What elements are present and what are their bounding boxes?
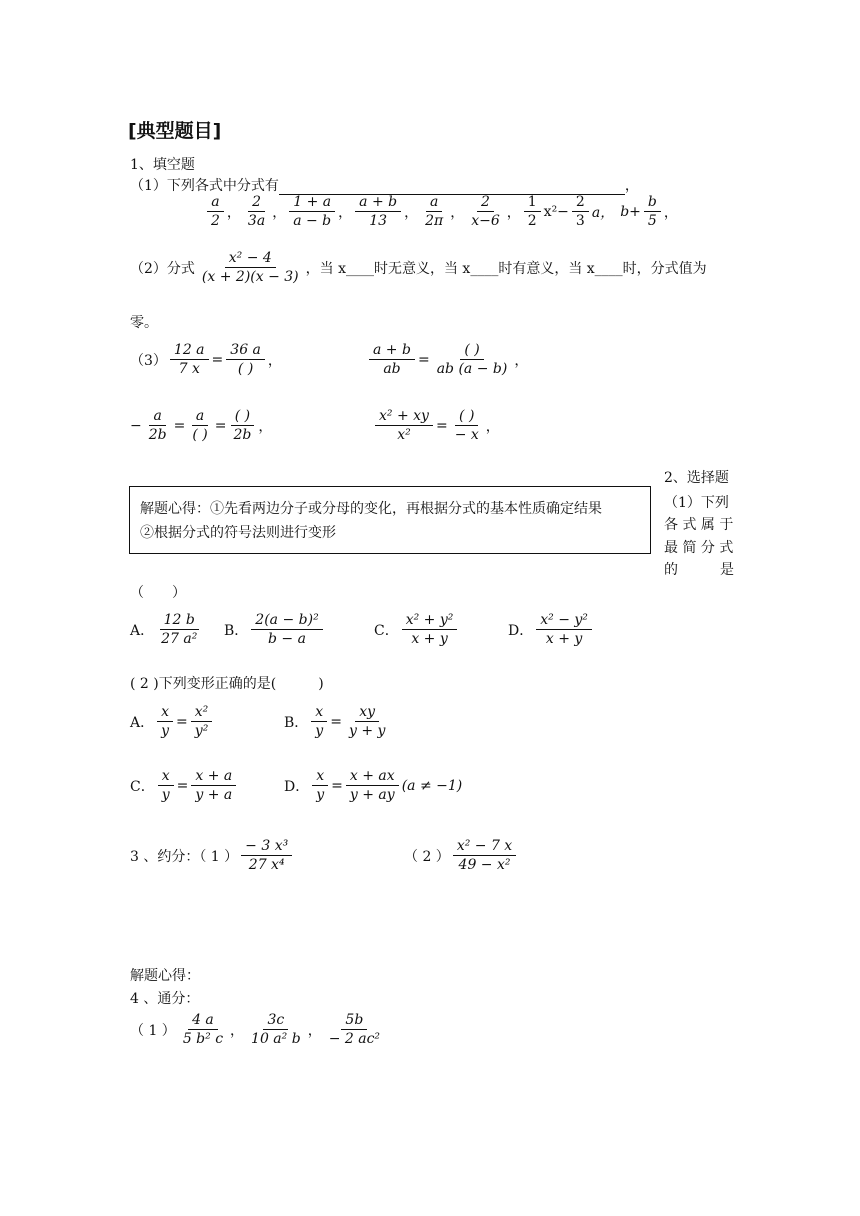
expr-fraction: $\frac{b}{5}$: [644, 194, 661, 229]
q2-side-1: （1）下列: [664, 495, 729, 511]
tip-line-2: ②根据分式的符号法则进行变形: [140, 525, 336, 541]
expr-fraction: $\frac{2}{x-6}$: [471, 194, 500, 230]
q1-part2-continuation: 零。: [130, 315, 158, 331]
q1-part1-expressions: $\frac{a}{2}$ ， $\frac{2}{3a}$ ， $\frac{1 + a}{a - b}$ ， $\frac{a + b}{13}$ ， $\frac{a}{2\pi}$ ， $\frac{2}{x-6}$ ， $\frac{1}{2}$ x²− $\frac{2}{3}$ a， b+ $\frac{b}{5}$ ，: [204, 194, 678, 229]
q1-part2-intro: （2）分式: [130, 260, 195, 277]
q2-side-2: 各 式 属 于: [664, 517, 734, 533]
q2-2-option-b[interactable]: B． $\frac{x}{y}$ = $\frac{xy}{y + y}$: [284, 704, 386, 740]
expr-text: a，: [591, 204, 615, 221]
q2-sub2: ( 2 )下列变形正确的是( ): [130, 676, 324, 692]
expr-fraction: $\frac{a}{2\pi}$: [425, 194, 444, 230]
q1-part1-tail: ，: [624, 178, 639, 194]
q4-line: （ 1 ） $\frac{4 a}{\text{5 b² c}}$ ， $\frac{3c}{\text{10 a² b}}$ ， $\frac{5b}{\text{− 2 ac²}}$: [130, 1012, 381, 1048]
q2-label: 2、选择题: [664, 470, 729, 486]
q4-label: 4 、通分：: [130, 991, 200, 1007]
q3-part2: （ 2 ） $\frac{\text{x² − 7 x}}{\text{49 − x²}}$: [404, 838, 519, 873]
q2-2-option-d[interactable]: D． $\frac{x}{y}$ = $\frac{x + ax}{y + ay}$ (a ≠ −1): [284, 768, 463, 804]
q1-part1-intro: （1）下列各式中分式有: [130, 178, 279, 194]
solution-tip-2: 解题心得：: [130, 968, 200, 984]
answer-blank: [279, 178, 625, 195]
q2-side-3: 最 简 分 式: [664, 540, 734, 556]
q1-part2-line: [130, 250, 707, 285]
q1-part1-line: [130, 175, 639, 195]
expr-fraction: $\frac{a + b}{13}$: [355, 194, 401, 229]
expr-fraction: $\frac{1}{2}$: [524, 194, 541, 229]
q1-part3-d: $\frac{\text{x² + xy}}{\text{x²}}$ = $\frac{( )}{- x}$ ，: [372, 408, 500, 443]
q3-label: 3 、约分：（ 1 ）: [130, 848, 239, 865]
q2-option-b[interactable]: B． $\frac{\text{2(a − b)²}}{b - a}$: [224, 612, 326, 647]
q3-line: 3 、约分：（ 1 ） $\frac{\text{− 3 x³}}{\text{27 x⁴}}$: [130, 838, 295, 873]
expr-fraction: $\frac{\text{x² − 4}}{(x + 2)(x - 3)}$: [201, 250, 299, 286]
tip-line-1: 解题心得：①先看两边分子或分母的变化，再根据分式的基本性质确定结果: [140, 501, 602, 517]
page-title: [典型题目]: [128, 120, 222, 142]
expr-fraction: $\frac{2}{3a}$: [247, 194, 266, 230]
solution-tip-box: [129, 486, 651, 554]
q1-part3-c: − $\frac{a}{2b}$ = $\frac{a}{( )}$ = $\frac{( )}{2b}$ ，: [130, 408, 273, 444]
q2-side-4: 的 是: [664, 562, 734, 578]
q2-option-d[interactable]: D． $\frac{\text{x² − y²}}{x + y}$: [508, 612, 595, 647]
q2-2-option-c[interactable]: C． $\frac{x}{y}$ = $\frac{x + a}{y + a}$: [130, 768, 239, 803]
expr-fraction: $\frac{1 + a}{a - b}$: [289, 194, 335, 229]
expr-text: b+: [620, 203, 641, 220]
q1-part3-a: （3） $\frac{12 a}{7 x}$ = $\frac{36 a}{( )}$ ，: [130, 342, 282, 378]
expr-text: x²−: [543, 203, 569, 220]
expr-fraction: $\frac{2}{3}$: [572, 194, 589, 229]
q1-part3-b: $\frac{a + b}{ab}$ = $\frac{( )}{ab (a - b)}$ ，: [366, 342, 528, 377]
expr-fraction: $\frac{a}{2}$: [207, 194, 224, 229]
q2-2-option-a[interactable]: A． $\frac{x}{y}$ = $\frac{\text{x²}}{\text{y²}}$: [130, 704, 215, 739]
q1-label: 1、填空题: [130, 157, 195, 173]
q1-part3-label: （3）: [130, 352, 167, 369]
q2-option-a[interactable]: A． $\frac{12 b}{\text{27 a²}}$: [130, 612, 198, 648]
q1-part2-text: ，当 x____时无意义，当 x____时有意义，当 x____时，分式值为: [305, 260, 707, 277]
q2-option-c[interactable]: C． $\frac{\text{x² + y²}}{x + y}$: [374, 612, 460, 647]
q2-answer-paren: （ ）: [130, 585, 186, 601]
